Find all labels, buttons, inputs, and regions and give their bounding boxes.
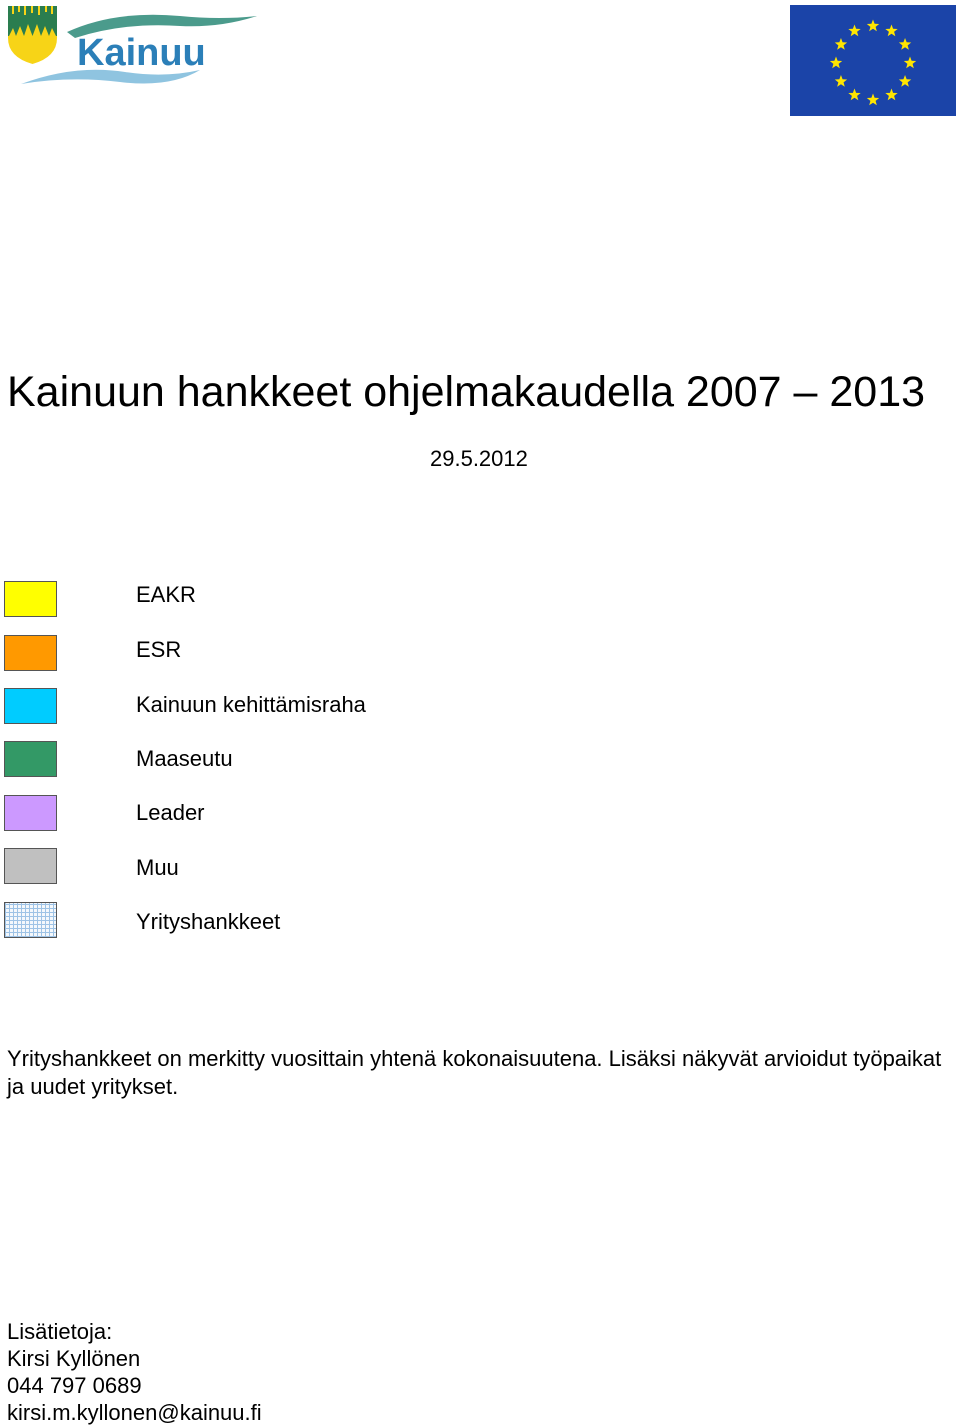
legend-label-leader: Leader: [136, 800, 205, 825]
legend-label-eakr: EAKR: [136, 582, 196, 607]
legend-swatch-kehittamisraha: [4, 688, 57, 724]
page-title: Kainuun hankkeet ohjelmakaudella 2007 – 2013: [7, 368, 926, 416]
legend-swatch-esr: [4, 635, 57, 671]
kainuu-logo: [5, 2, 260, 90]
contact-info: [7, 1318, 262, 1426]
contact-phone: 044 797 0689: [7, 1373, 142, 1398]
coat-of-arms-icon: [8, 6, 57, 64]
contact-name: Kirsi Kyllönen: [7, 1346, 141, 1371]
legend-label-maaseutu: Maaseutu: [136, 746, 233, 771]
legend-label-yrityshankkeet: Yrityshankkeet: [136, 909, 281, 934]
eu-flag-icon: [790, 5, 956, 116]
contact-email: kirsi.m.kyllonen@kainuu.fi: [7, 1400, 262, 1425]
legend-swatch-eakr: [4, 581, 57, 617]
legend-label-esr: ESR: [136, 637, 182, 662]
contact-heading: Lisätietoja:: [7, 1319, 113, 1344]
legend-swatch-muu: [4, 848, 57, 884]
legend-swatch-maaseutu: [4, 741, 57, 777]
logo-text: Kainuu: [77, 32, 206, 74]
document-date: 29.5.2012: [430, 446, 528, 471]
legend-swatch-yrityshankkeet: [4, 902, 57, 938]
legend-label-kehittamisraha: Kainuun kehittämisraha: [136, 692, 366, 717]
legend-label-muu: Muu: [136, 855, 179, 880]
description-text: Yrityshankkeet on merkitty vuosittain yhtenä kokonaisuutena. Lisäksi näkyvät arvioidut työpaikat ja uudet yritykset.: [7, 1046, 942, 1099]
legend-swatch-leader: [4, 795, 57, 831]
